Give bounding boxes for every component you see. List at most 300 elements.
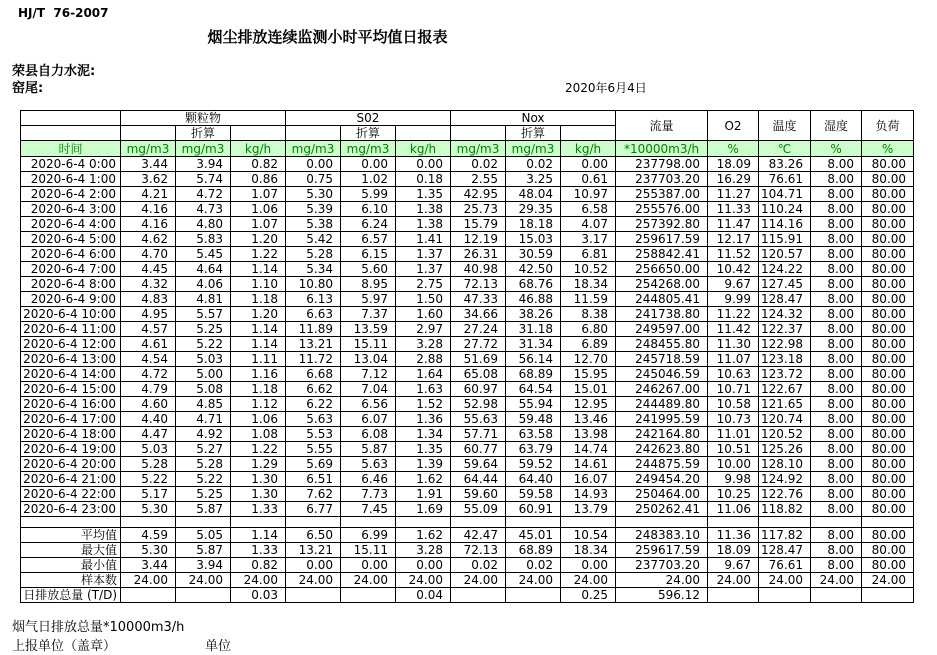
summary-value-cell: 24.00 [862, 573, 914, 588]
value-cell: 76.61 [759, 172, 811, 187]
value-cell: 5.03 [176, 352, 231, 367]
value-cell: 11.33 [708, 202, 759, 217]
value-cell: 8.00 [811, 487, 862, 502]
summary-label: 日排放总量 (T/D) [23, 588, 117, 602]
time-cell: 2020-6-4 16:00 [21, 397, 121, 412]
value-cell: 1.34 [396, 427, 451, 442]
value-cell: 18.18 [506, 217, 561, 232]
empty-cell [561, 126, 616, 141]
value-cell: 4.57 [121, 322, 176, 337]
value-cell: 4.95 [121, 307, 176, 322]
value-cell: 5.03 [121, 442, 176, 457]
value-cell: 59.64 [451, 457, 506, 472]
value-cell: 80.00 [862, 352, 914, 367]
value-cell: 245046.59 [616, 367, 708, 382]
value-cell: 6.77 [286, 502, 341, 517]
value-cell: 4.72 [176, 187, 231, 202]
value-cell: 1.06 [231, 412, 286, 427]
value-cell: 7.62 [286, 487, 341, 502]
value-cell: 80.00 [862, 247, 914, 262]
value-cell: 38.26 [506, 307, 561, 322]
value-cell: 124.32 [759, 307, 811, 322]
value-cell: 12.95 [561, 397, 616, 412]
summary-value-cell: 6.50 [286, 528, 341, 543]
value-cell: 7.04 [341, 382, 396, 397]
value-cell: 1.14 [231, 322, 286, 337]
value-cell: 15.11 [341, 337, 396, 352]
summary-label-cell [21, 588, 121, 603]
value-cell: 8.00 [811, 442, 862, 457]
value-cell: 242623.80 [616, 442, 708, 457]
value-cell: 6.58 [561, 202, 616, 217]
value-cell: 60.97 [451, 382, 506, 397]
value-cell: 5.69 [286, 457, 341, 472]
table-row [21, 187, 914, 202]
unit-cell-o2: % [708, 141, 759, 157]
value-cell: 1.30 [231, 487, 286, 502]
value-cell: 128.47 [759, 292, 811, 307]
summary-value-cell: 24.00 [561, 573, 616, 588]
table-row [21, 247, 914, 262]
value-cell: 80.00 [862, 412, 914, 427]
summary-value-cell: 596.12 [616, 588, 708, 603]
value-cell: 11.52 [708, 247, 759, 262]
value-cell: 80.00 [862, 307, 914, 322]
summary-value-cell: 18.34 [561, 543, 616, 558]
value-cell: 4.62 [121, 232, 176, 247]
value-cell: 124.22 [759, 262, 811, 277]
summary-value-cell: 8.00 [811, 528, 862, 543]
value-cell: 16.29 [708, 172, 759, 187]
value-cell: 8.00 [811, 367, 862, 382]
summary-value-cell: 6.99 [341, 528, 396, 543]
value-cell: 80.00 [862, 187, 914, 202]
value-cell: 15.95 [561, 367, 616, 382]
value-cell: 68.76 [506, 277, 561, 292]
value-cell: 6.89 [561, 337, 616, 352]
value-cell: 124.92 [759, 472, 811, 487]
value-cell: 18.34 [561, 277, 616, 292]
unit-cell: kg/h [561, 141, 616, 157]
unit-cell-humidity: % [811, 141, 862, 157]
value-cell: 0.82 [231, 157, 286, 172]
value-cell: 26.31 [451, 247, 506, 262]
value-cell: 1.52 [396, 397, 451, 412]
value-cell: 55.63 [451, 412, 506, 427]
value-cell: 11.89 [286, 322, 341, 337]
value-cell: 80.00 [862, 502, 914, 517]
table-row [21, 442, 914, 457]
value-cell: 1.11 [231, 352, 286, 367]
summary-value-cell [176, 588, 231, 603]
value-cell: 5.83 [176, 232, 231, 247]
value-cell: 1.69 [396, 502, 451, 517]
unit-cell: kg/h [231, 141, 286, 157]
unit-cell: mg/m3 [506, 141, 561, 157]
spacer-cell [341, 517, 396, 528]
summary-value-cell: 24.00 [341, 573, 396, 588]
header-row-units [21, 141, 914, 157]
spacer-cell [231, 517, 286, 528]
value-cell: 55.09 [451, 502, 506, 517]
value-cell: 1.33 [231, 502, 286, 517]
value-cell: 1.14 [231, 262, 286, 277]
value-cell: 11.47 [708, 217, 759, 232]
summary-value-cell: 80.00 [862, 543, 914, 558]
value-cell: 4.40 [121, 412, 176, 427]
value-cell: 72.13 [451, 277, 506, 292]
value-cell: 5.00 [176, 367, 231, 382]
time-cell: 2020-6-4 22:00 [21, 487, 121, 502]
value-cell: 123.72 [759, 367, 811, 382]
value-cell: 6.81 [561, 247, 616, 262]
summary-label: 平均值 [80, 528, 117, 542]
value-cell: 8.00 [811, 187, 862, 202]
table-row [21, 277, 914, 292]
summary-value-cell: 1.33 [231, 543, 286, 558]
value-cell: 1.64 [396, 367, 451, 382]
summary-value-cell: 0.04 [396, 588, 451, 603]
summary-value-cell: 3.28 [396, 543, 451, 558]
value-cell: 12.17 [708, 232, 759, 247]
unit-cell: kg/h [396, 141, 451, 157]
value-cell: 80.00 [862, 397, 914, 412]
value-cell: 0.00 [396, 157, 451, 172]
value-cell: 1.38 [396, 202, 451, 217]
value-cell: 258842.41 [616, 247, 708, 262]
value-cell: 13.59 [341, 322, 396, 337]
value-cell: 10.63 [708, 367, 759, 382]
value-cell: 2.55 [451, 172, 506, 187]
value-cell: 0.02 [506, 157, 561, 172]
value-cell: 4.85 [176, 397, 231, 412]
value-cell: 118.82 [759, 502, 811, 517]
value-cell: 114.16 [759, 217, 811, 232]
time-cell: 2020-6-4 19:00 [21, 442, 121, 457]
value-cell: 34.66 [451, 307, 506, 322]
value-cell: 244875.59 [616, 457, 708, 472]
value-cell: 7.45 [341, 502, 396, 517]
summary-label: 最大值 [80, 543, 117, 557]
value-cell: 10.25 [708, 487, 759, 502]
value-cell: 3.25 [506, 172, 561, 187]
value-cell: 27.72 [451, 337, 506, 352]
value-cell: 52.98 [451, 397, 506, 412]
value-cell: 6.68 [286, 367, 341, 382]
value-cell: 127.45 [759, 277, 811, 292]
value-cell: 59.48 [506, 412, 561, 427]
time-cell: 2020-6-4 14:00 [21, 367, 121, 382]
value-cell: 6.15 [341, 247, 396, 262]
value-cell: 5.97 [341, 292, 396, 307]
table-row [21, 487, 914, 502]
value-cell: 128.10 [759, 457, 811, 472]
summary-row [21, 528, 914, 543]
value-cell: 1.29 [231, 457, 286, 472]
value-cell: 1.63 [396, 382, 451, 397]
value-cell: 6.51 [286, 472, 341, 487]
table-row [21, 412, 914, 427]
value-cell: 5.45 [176, 247, 231, 262]
value-cell: 0.00 [561, 157, 616, 172]
page-title: 烟尘排放连续监测小时平均值日报表 [207, 28, 448, 46]
summary-value-cell [862, 588, 914, 603]
summary-value-cell: 24.00 [708, 573, 759, 588]
value-cell: 14.74 [561, 442, 616, 457]
value-cell: 80.00 [862, 472, 914, 487]
value-cell: 0.18 [396, 172, 451, 187]
value-cell: 6.57 [341, 232, 396, 247]
summary-value-cell: 0.03 [231, 588, 286, 603]
unit-cell-load: % [862, 141, 914, 157]
summary-value-cell: 10.54 [561, 528, 616, 543]
summary-value-cell: 11.36 [708, 528, 759, 543]
value-cell: 12.19 [451, 232, 506, 247]
table-row [21, 472, 914, 487]
value-cell: 1.91 [396, 487, 451, 502]
value-cell: 7.12 [341, 367, 396, 382]
summary-row [21, 543, 914, 558]
column-header-flow: 流量 [616, 111, 708, 141]
time-cell: 2020-6-4 2:00 [21, 187, 121, 202]
report-table [20, 110, 914, 603]
value-cell: 4.92 [176, 427, 231, 442]
value-cell: 122.76 [759, 487, 811, 502]
value-cell: 8.00 [811, 262, 862, 277]
table-row [21, 322, 914, 337]
flow-total-note: 烟气日排放总量*10000m3/h [12, 620, 185, 635]
value-cell: 30.59 [506, 247, 561, 262]
subheader-converted: 折算 [506, 126, 561, 141]
summary-value-cell [506, 588, 561, 603]
value-cell: 2.75 [396, 277, 451, 292]
report-date: 2020年6月4日 [565, 81, 647, 95]
summary-row [21, 573, 914, 588]
summary-value-cell: 72.13 [451, 543, 506, 558]
value-cell: 6.80 [561, 322, 616, 337]
table-row [21, 382, 914, 397]
summary-value-cell [341, 588, 396, 603]
spacer-cell [21, 517, 121, 528]
header-row-groups [21, 111, 914, 126]
value-cell: 11.07 [708, 352, 759, 367]
table-row [21, 337, 914, 352]
value-cell: 4.83 [121, 292, 176, 307]
value-cell: 5.74 [176, 172, 231, 187]
summary-value-cell: 24.00 [759, 573, 811, 588]
value-cell: 29.35 [506, 202, 561, 217]
value-cell: 123.18 [759, 352, 811, 367]
value-cell: 8.00 [811, 322, 862, 337]
value-cell: 0.02 [451, 157, 506, 172]
value-cell: 3.28 [396, 337, 451, 352]
value-cell: 1.37 [396, 262, 451, 277]
time-cell: 2020-6-4 9:00 [21, 292, 121, 307]
value-cell: 115.91 [759, 232, 811, 247]
summary-value-cell: 0.00 [341, 558, 396, 573]
value-cell: 1.20 [231, 232, 286, 247]
spacer-cell [708, 517, 759, 528]
value-cell: 4.61 [121, 337, 176, 352]
summary-value-cell: 42.47 [451, 528, 506, 543]
value-cell: 244489.80 [616, 397, 708, 412]
value-cell: 0.00 [286, 157, 341, 172]
value-cell: 42.95 [451, 187, 506, 202]
value-cell: 11.72 [286, 352, 341, 367]
summary-value-cell: 13.21 [286, 543, 341, 558]
value-cell: 5.30 [121, 502, 176, 517]
value-cell: 1.18 [231, 382, 286, 397]
value-cell: 80.00 [862, 202, 914, 217]
value-cell: 8.00 [811, 352, 862, 367]
value-cell: 1.06 [231, 202, 286, 217]
value-cell: 245718.59 [616, 352, 708, 367]
value-cell: 0.75 [286, 172, 341, 187]
summary-label-cell [21, 543, 121, 558]
time-cell: 2020-6-4 4:00 [21, 217, 121, 232]
value-cell: 5.08 [176, 382, 231, 397]
value-cell: 31.18 [506, 322, 561, 337]
unit-cell-temperature: ℃ [759, 141, 811, 157]
unit-cell: mg/m3 [121, 141, 176, 157]
value-cell: 10.58 [708, 397, 759, 412]
time-cell: 2020-6-4 0:00 [21, 157, 121, 172]
column-header-temperature: 温度 [759, 111, 811, 141]
value-cell: 11.30 [708, 337, 759, 352]
value-cell: 57.71 [451, 427, 506, 442]
value-cell: 3.94 [176, 157, 231, 172]
value-cell: 5.27 [176, 442, 231, 457]
value-cell: 2.88 [396, 352, 451, 367]
summary-value-cell: 80.00 [862, 558, 914, 573]
value-cell: 248455.80 [616, 337, 708, 352]
value-cell: 4.54 [121, 352, 176, 367]
value-cell: 5.99 [341, 187, 396, 202]
corner-cell [21, 111, 121, 126]
value-cell: 6.62 [286, 382, 341, 397]
summary-value-cell: 45.01 [506, 528, 561, 543]
value-cell: 5.38 [286, 217, 341, 232]
summary-value-cell: 18.09 [708, 543, 759, 558]
value-cell: 8.00 [811, 172, 862, 187]
value-cell: 8.00 [811, 502, 862, 517]
value-cell: 4.47 [121, 427, 176, 442]
value-cell: 15.79 [451, 217, 506, 232]
summary-value-cell: 1.14 [231, 528, 286, 543]
value-cell: 110.24 [759, 202, 811, 217]
value-cell: 80.00 [862, 382, 914, 397]
value-cell: 1.35 [396, 442, 451, 457]
value-cell: 9.99 [708, 292, 759, 307]
spacer-cell [561, 517, 616, 528]
value-cell: 5.22 [176, 472, 231, 487]
value-cell: 104.71 [759, 187, 811, 202]
value-cell: 8.00 [811, 232, 862, 247]
value-cell: 11.27 [708, 187, 759, 202]
value-cell: 237703.20 [616, 172, 708, 187]
monitoring-location: 窑尾: [12, 81, 44, 96]
value-cell: 80.00 [862, 292, 914, 307]
value-cell: 5.42 [286, 232, 341, 247]
column-header-load: 负荷 [862, 111, 914, 141]
summary-value-cell: 8.00 [811, 558, 862, 573]
value-cell: 3.44 [121, 157, 176, 172]
value-cell: 31.34 [506, 337, 561, 352]
value-cell: 241995.59 [616, 412, 708, 427]
value-cell: 249597.00 [616, 322, 708, 337]
value-cell: 2.97 [396, 322, 451, 337]
value-cell: 8.00 [811, 277, 862, 292]
value-cell: 80.00 [862, 232, 914, 247]
value-cell: 7.73 [341, 487, 396, 502]
value-cell: 125.26 [759, 442, 811, 457]
value-cell: 60.77 [451, 442, 506, 457]
value-cell: 4.45 [121, 262, 176, 277]
value-cell: 64.40 [506, 472, 561, 487]
value-cell: 59.60 [451, 487, 506, 502]
summary-value-cell: 24.00 [286, 573, 341, 588]
value-cell: 51.69 [451, 352, 506, 367]
value-cell: 59.52 [506, 457, 561, 472]
table-row [21, 202, 914, 217]
empty-cell [121, 126, 176, 141]
value-cell: 16.07 [561, 472, 616, 487]
column-header-humidity: 湿度 [811, 111, 862, 141]
value-cell: 59.58 [506, 487, 561, 502]
value-cell: 10.71 [708, 382, 759, 397]
spacer-cell [121, 517, 176, 528]
value-cell: 8.00 [811, 247, 862, 262]
value-cell: 64.54 [506, 382, 561, 397]
spacer-cell [176, 517, 231, 528]
summary-value-cell: 3.94 [176, 558, 231, 573]
value-cell: 8.00 [811, 412, 862, 427]
summary-value-cell: 0.00 [286, 558, 341, 573]
time-cell: 2020-6-4 8:00 [21, 277, 121, 292]
group-header-so2: S02 [286, 111, 451, 126]
value-cell: 6.63 [286, 307, 341, 322]
value-cell: 8.00 [811, 202, 862, 217]
unit-cell-flow: *10000m3/h [616, 141, 708, 157]
value-cell: 4.79 [121, 382, 176, 397]
subheader-converted: 折算 [176, 126, 231, 141]
value-cell: 80.00 [862, 277, 914, 292]
summary-value-cell [121, 588, 176, 603]
time-cell: 2020-6-4 23:00 [21, 502, 121, 517]
value-cell: 12.70 [561, 352, 616, 367]
summary-value-cell: 237703.20 [616, 558, 708, 573]
value-cell: 14.61 [561, 457, 616, 472]
value-cell: 5.28 [121, 457, 176, 472]
value-cell: 4.32 [121, 277, 176, 292]
spacer-cell [759, 517, 811, 528]
value-cell: 48.04 [506, 187, 561, 202]
summary-value-cell: 9.67 [708, 558, 759, 573]
value-cell: 10.52 [561, 262, 616, 277]
value-cell: 6.22 [286, 397, 341, 412]
value-cell: 1.08 [231, 427, 286, 442]
summary-value-cell: 248383.10 [616, 528, 708, 543]
value-cell: 80.00 [862, 427, 914, 442]
value-cell: 4.72 [121, 367, 176, 382]
value-cell: 11.06 [708, 502, 759, 517]
time-cell: 2020-6-4 3:00 [21, 202, 121, 217]
value-cell: 5.25 [176, 487, 231, 502]
value-cell: 1.39 [396, 457, 451, 472]
value-cell: 5.57 [176, 307, 231, 322]
value-cell: 25.73 [451, 202, 506, 217]
value-cell: 80.00 [862, 487, 914, 502]
